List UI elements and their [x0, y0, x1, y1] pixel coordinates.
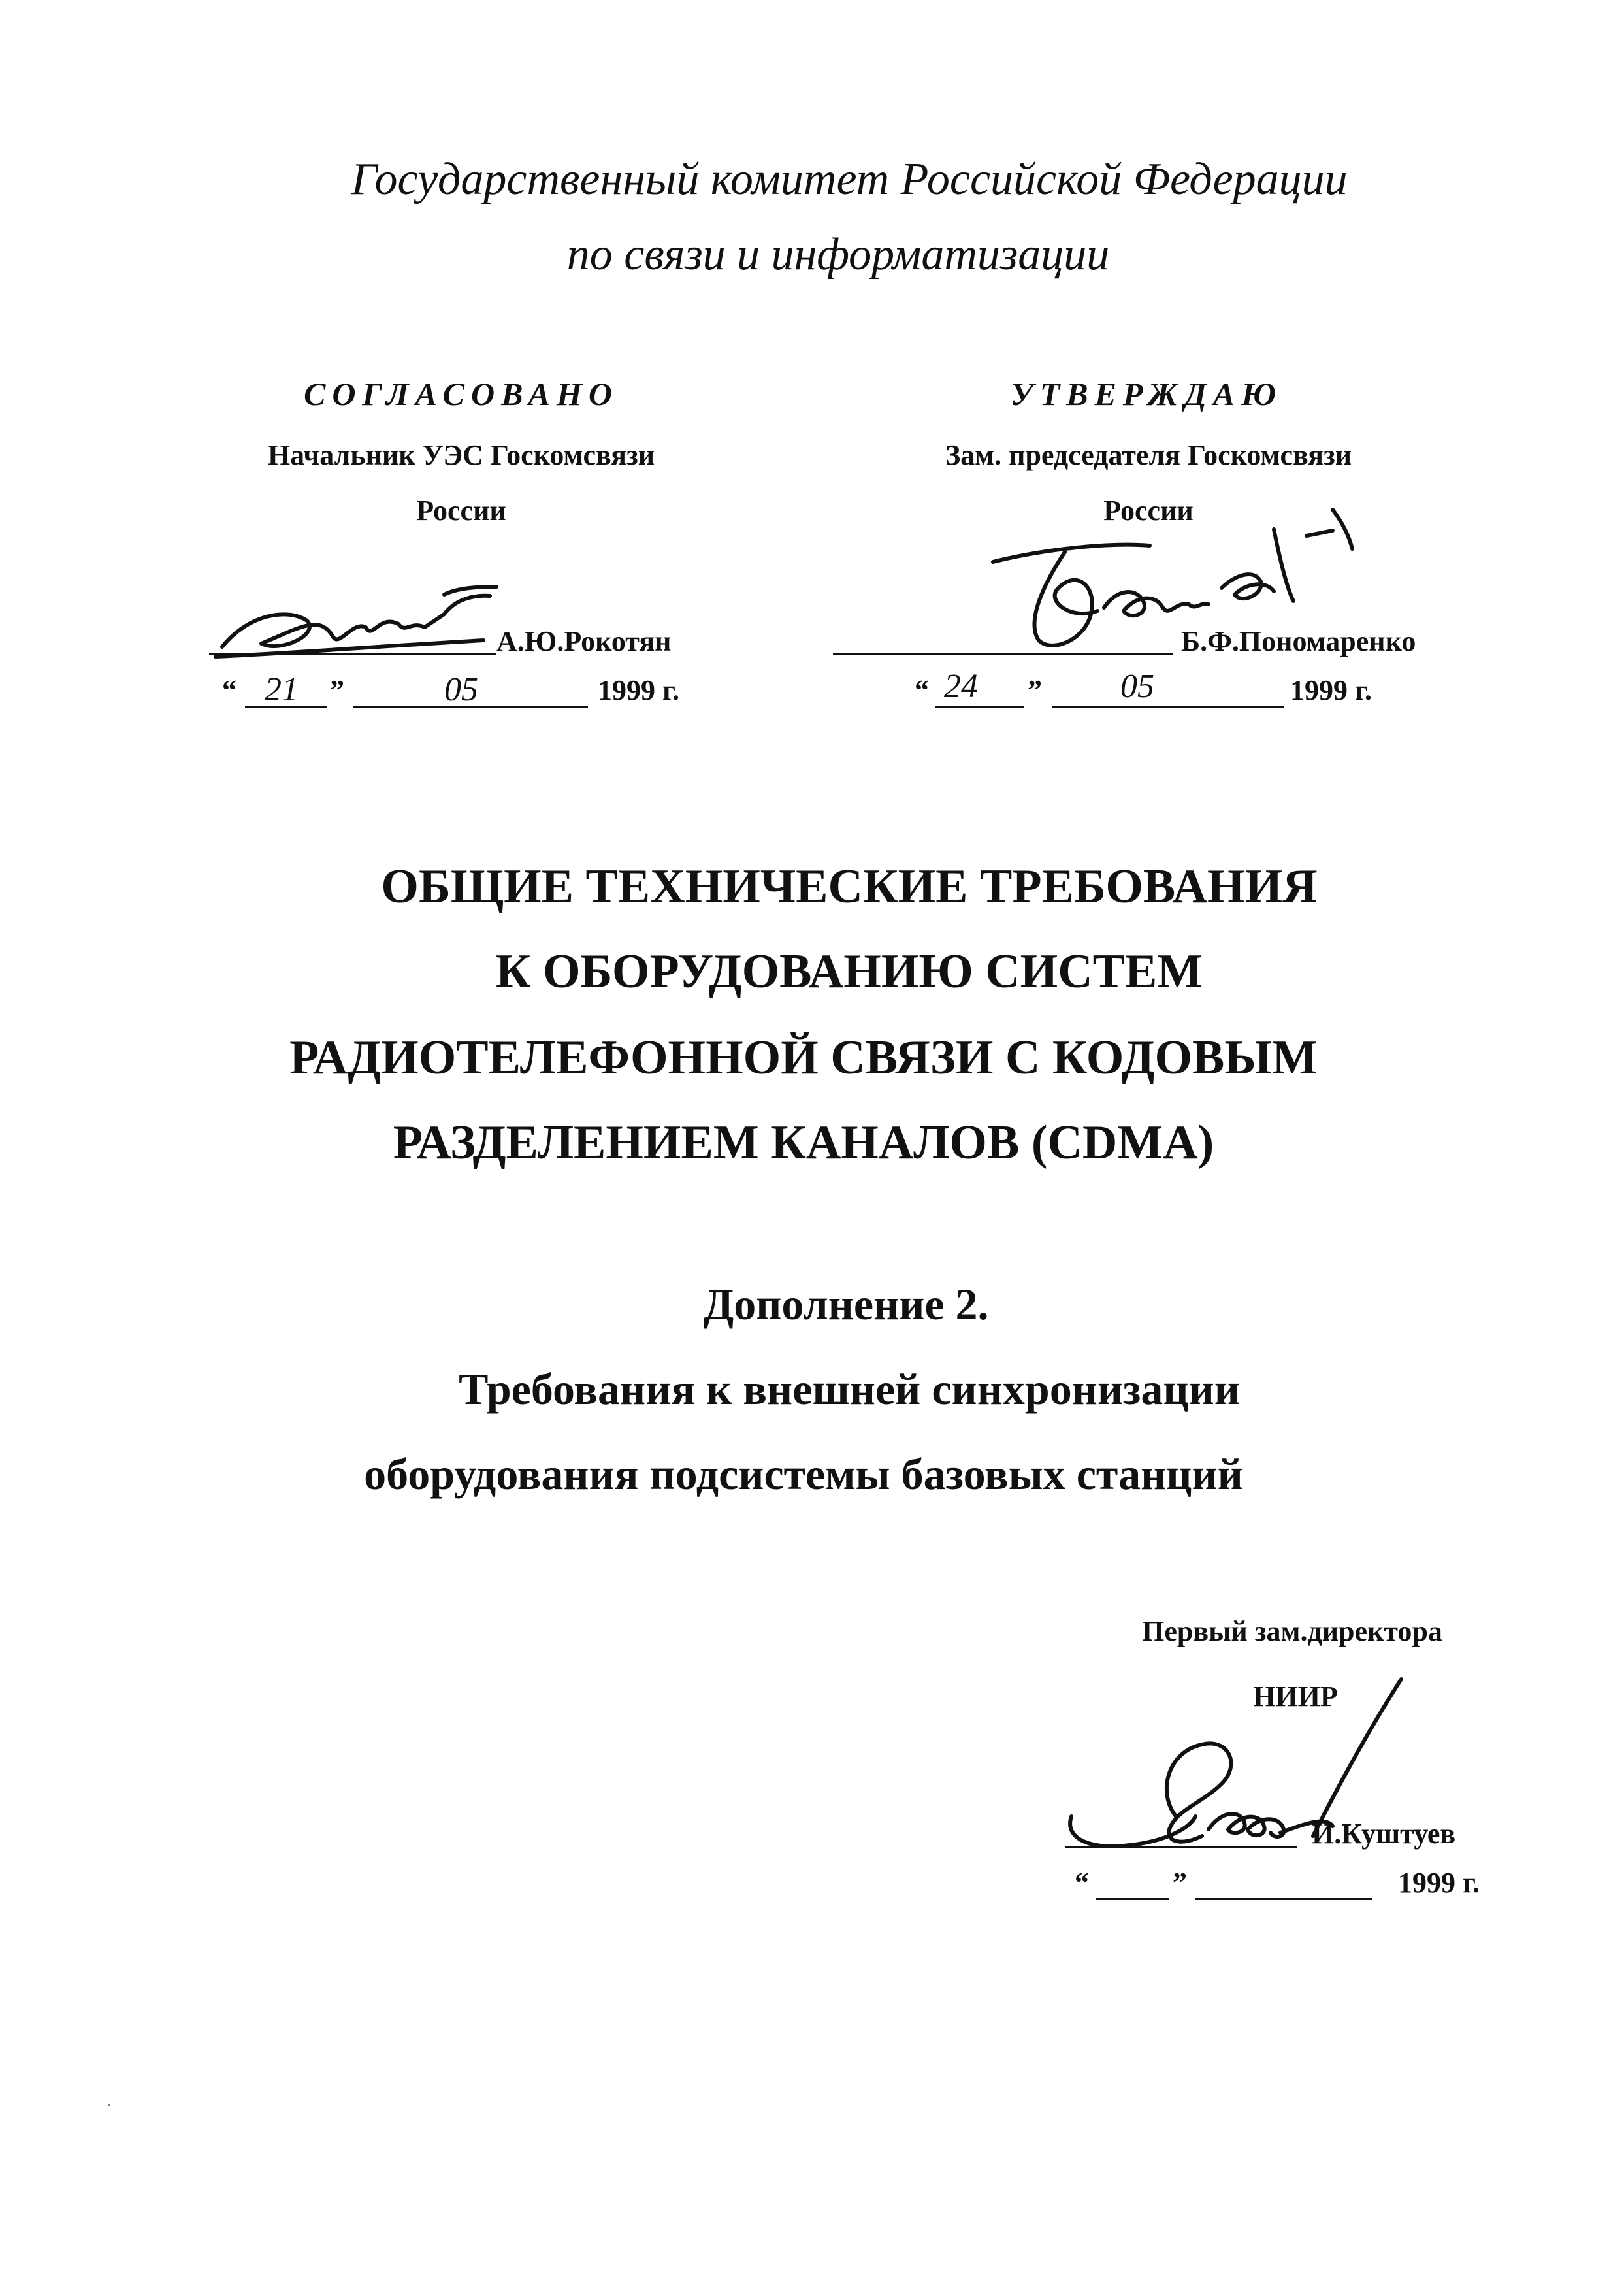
left-date-open-quote: “	[222, 674, 236, 706]
title-line-3: РАДИОТЕЛЕФОННОЙ СВЯЗИ С КОДОВЫМ	[289, 1031, 1318, 1085]
left-date-month: 05	[444, 671, 478, 708]
director-date-open-quote: “	[1075, 1867, 1089, 1899]
title-line-4: РАЗДЕЛЕНИЕМ КАНАЛОВ (CDMA)	[393, 1116, 1214, 1170]
scan-speck	[108, 2104, 110, 2106]
left-signature	[209, 575, 496, 673]
left-approval-org: России	[416, 495, 506, 527]
right-approval-org: России	[1103, 495, 1194, 527]
director-date-month-rule	[1195, 1898, 1372, 1900]
right-date-month-rule	[1052, 706, 1284, 708]
right-approval-heading: УТВЕРЖДАЮ	[1010, 376, 1283, 412]
director-position: Первый зам.директора	[1142, 1615, 1442, 1647]
header-committee-line: Государственный комитет Российской Федерации	[351, 154, 1348, 205]
left-date-year: 1999 г.	[598, 674, 680, 706]
right-date-month: 05	[1120, 668, 1154, 705]
director-date-year: 1999 г.	[1398, 1867, 1480, 1899]
subtitle-addendum: Дополнение 2.	[703, 1279, 989, 1329]
left-approval-signer: А.Ю.Рокотян	[496, 625, 672, 657]
title-line-2: К ОБОРУДОВАНИЮ СИСТЕМ	[495, 945, 1203, 998]
right-approval-position: Зам. председателя Госкомсвязи	[945, 439, 1352, 471]
left-date-day: 21	[265, 671, 299, 708]
right-date-day: 24	[944, 668, 978, 705]
subtitle-line-3: оборудования подсистемы базовых станций	[364, 1449, 1243, 1499]
left-approval-position: Начальник УЭС Госкомсвязи	[267, 439, 655, 471]
header-subtitle-line: по связи и информатизации	[566, 229, 1110, 280]
director-org: НИИР	[1253, 1680, 1338, 1712]
right-date-open-quote: “	[915, 674, 929, 706]
director-date-day-rule	[1096, 1898, 1169, 1900]
right-date-day-rule	[935, 706, 1024, 708]
subtitle-line-2: Требования к внешней синхронизации	[459, 1364, 1240, 1414]
right-date-close-quote: ”	[1028, 674, 1042, 706]
right-date-year: 1999 г.	[1290, 674, 1372, 706]
left-date-close-quote: ”	[330, 674, 344, 706]
left-approval-heading: СОГЛАСОВАНО	[304, 376, 619, 412]
title-line-1: ОБЩИЕ ТЕХНИЧЕСКИЕ ТРЕБОВАНИЯ	[381, 860, 1318, 913]
director-signer: И.Куштуев	[1312, 1818, 1456, 1850]
right-approval-signer: Б.Ф.Пономаренко	[1181, 625, 1416, 657]
director-date-close-quote: ”	[1173, 1867, 1187, 1899]
